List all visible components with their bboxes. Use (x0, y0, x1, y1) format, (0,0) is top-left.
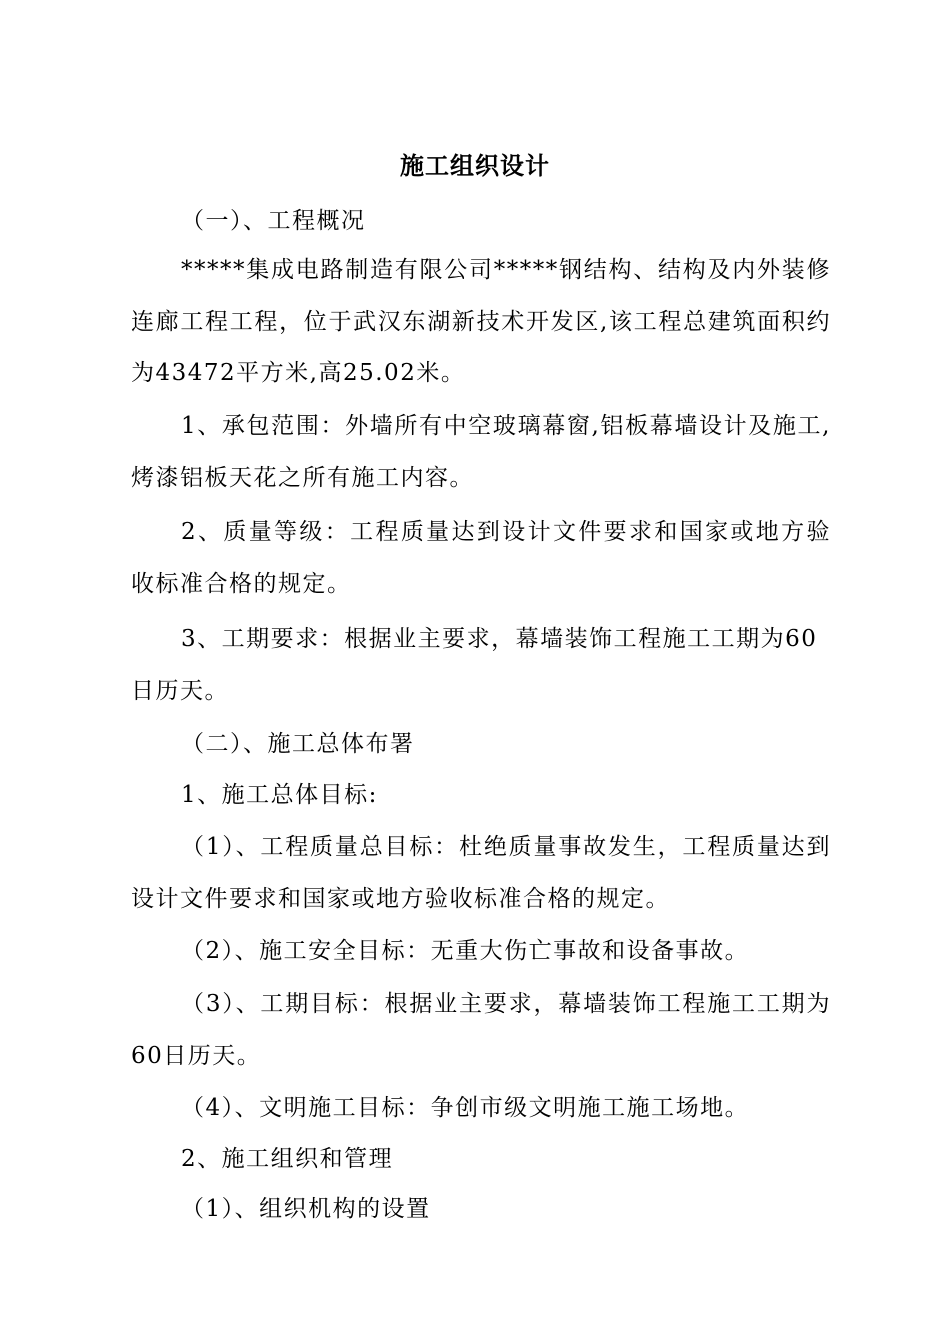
document-title: 施工组织设计 (400, 151, 550, 180)
paragraph-quality-grade: 2、质量等级：工程质量达到设计文件要求和国家或地方验收标准合格的规定。 (131, 519, 831, 597)
paragraph-overall-goal: 1、施工总体目标: (181, 782, 378, 808)
paragraph-quality-goal: （1）、工程质量总目标：杜绝质量事故发生，工程质量达到设计文件要求和国家或地方验收标准合格的规定。 (131, 834, 831, 912)
paragraph-organization-management: 2、施工组织和管理 (181, 1146, 394, 1172)
paragraph-schedule-requirement: 3、工期要求：根据业主要求，幕墙装饰工程施工工期为60日历天。 (131, 626, 818, 704)
paragraph-safety-goal: （2）、施工安全目标：无重大伤亡事故和设备事故。 (181, 938, 750, 964)
paragraph-project-description: *****集成电路制造有限公司*****钢结构、结构及内外装修连廊工程工程，位于武汉东湖新技术开发区,该工程总建筑面积约为43472平方米,高25.02米。 (131, 257, 831, 386)
section-heading-overview: （一）、工程概况 (181, 208, 366, 234)
paragraph-schedule-goal: （3）、工期目标：根据业主要求，幕墙装饰工程施工工期为60日历天。 (131, 991, 831, 1069)
paragraph-organization-setup: （1）、组织机构的设置 (181, 1196, 431, 1222)
section-heading-deployment: （二）、施工总体布署 (181, 731, 415, 757)
paragraph-contract-scope: 1、承包范围：外墙所有中空玻璃幕窗,铝板幕墙设计及施工,烤漆铝板天花之所有施工内容。 (131, 413, 831, 491)
paragraph-civilized-construction-goal: （4）、文明施工目标：争创市级文明施工施工场地。 (181, 1095, 750, 1121)
